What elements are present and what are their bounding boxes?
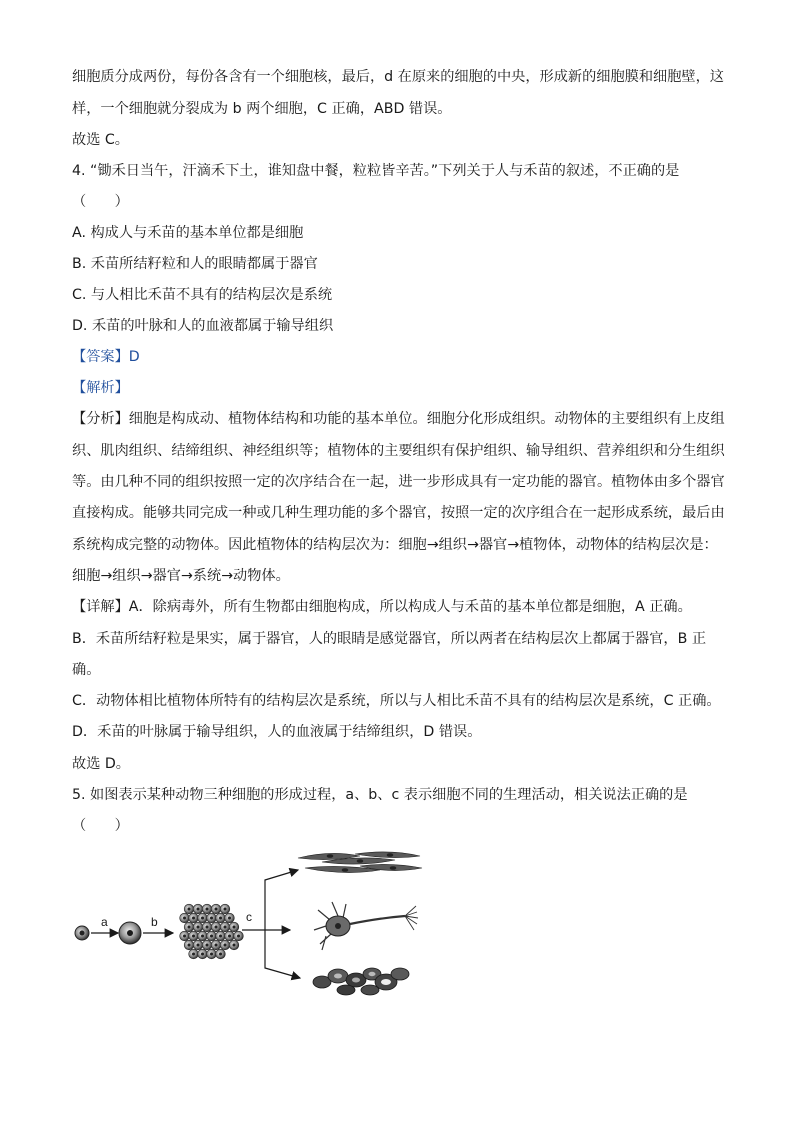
text-line-1: 细胞质分成两份，每份各含有一个细胞核，最后，d 在原来的细胞的中央，形成新的细胞膜和细胞壁，这	[72, 69, 724, 85]
cluster-cell-nucleus	[215, 926, 218, 929]
cluster-cell-nucleus	[228, 917, 231, 920]
neuron-cell	[314, 902, 418, 950]
option-c: C. 与人相比禾苗不具有的结构层次是系统	[72, 287, 333, 303]
option-d: D. 禾苗的叶脉和人的血液都属于输导组织	[72, 318, 334, 334]
analysis-line-5: 系统构成完整的动物体。因此植物体的结构层次为：细胞→组织→器官→植物体，动物体的结构层次是：	[72, 537, 718, 553]
cluster-cell-nucleus	[233, 944, 236, 947]
text-line-2: 样，一个细胞就分裂成为 b 两个细胞，C 正确，ABD 错误。	[72, 101, 452, 117]
cluster-cell-nucleus	[206, 908, 209, 911]
cluster-cell-nucleus	[201, 953, 204, 956]
cluster-cell-nucleus	[197, 908, 200, 911]
cluster-cell-nucleus	[188, 944, 191, 947]
detail-line-6: 故选 D。	[72, 756, 130, 772]
blood-cells	[313, 968, 409, 995]
cluster-cell-nucleus	[215, 944, 218, 947]
option-b: B. 禾苗所结籽粒和人的眼睛都属于器官	[72, 256, 318, 272]
cluster-cell-nucleus	[201, 935, 204, 938]
zygote-cell	[75, 926, 89, 940]
cluster-cell-nucleus	[201, 917, 204, 920]
option-a: A. 构成人与禾苗的基本单位都是细胞	[72, 225, 304, 241]
question-4-paren: （ ）	[72, 194, 129, 210]
cluster-cell-nucleus	[197, 944, 200, 947]
arrow-c-lower	[265, 930, 300, 978]
label-b: b	[151, 915, 158, 929]
question-5-stem: 5. 如图表示某种动物三种细胞的形成过程，a、b、c 表示细胞不同的生理活动，相关说法正确的是	[72, 787, 688, 803]
label-c: c	[246, 910, 252, 924]
cluster-cell-nucleus	[206, 944, 209, 947]
cluster-cell-nucleus	[192, 935, 195, 938]
detail-line-2: B．禾苗所结籽粒是果实，属于器官，人的眼睛是感觉器官，所以两者在结构层次上都属于器官，B 正	[72, 631, 707, 647]
analysis-line-2: 织、肌肉组织、结缔组织、神经组织等；植物体的主要组织有保护组织、输导组织、营养组织和分生组织	[72, 443, 725, 459]
cluster-cell-nucleus	[192, 917, 195, 920]
cluster-cell-nucleus	[210, 935, 213, 938]
cluster-cell-nucleus	[197, 926, 200, 929]
cluster-cell-nucleus	[210, 953, 213, 956]
cluster-cell-nucleus	[219, 935, 222, 938]
cluster-cell-nucleus	[228, 935, 231, 938]
cluster-cell-nucleus	[224, 944, 227, 947]
cell-cluster	[180, 904, 244, 959]
text-line-3: 故选 C。	[72, 132, 129, 148]
detail-line-4: C．动物体相比植物体所特有的结构层次是系统，所以与人相比禾苗不具有的结构层次是系统，C 正确。	[72, 693, 721, 709]
cluster-cell-nucleus	[206, 926, 209, 929]
cluster-cell-nucleus	[210, 917, 213, 920]
cluster-cell-nucleus	[183, 935, 186, 938]
question-5-paren: （ ）	[72, 818, 129, 834]
cluster-cell-nucleus	[219, 953, 222, 956]
muscle-cells	[298, 852, 422, 873]
cluster-cell-nucleus	[219, 917, 222, 920]
cell-formation-diagram	[60, 840, 440, 1000]
cluster-cell-nucleus	[224, 926, 227, 929]
analysis-line-4: 直接构成。能够共同完成一种或几种生理功能的多个器官，按照一定的次序组合在一起形成系统，最后由	[72, 505, 725, 521]
analysis-label: 【解析】	[72, 380, 129, 396]
detail-line-5: D．禾苗的叶脉属于输导组织，人的血液属于结缔组织，D 错误。	[72, 724, 482, 740]
label-a: a	[101, 915, 108, 929]
cluster-cell-nucleus	[215, 908, 218, 911]
answer-label: 【答案】D	[72, 349, 140, 365]
cluster-cell-nucleus	[192, 953, 195, 956]
analysis-line-1: 【分析】细胞是构成动、植物体结构和功能的基本单位。细胞分化形成组织。动物体的主要组织有上皮组	[72, 411, 725, 427]
grown-cell	[119, 922, 141, 944]
analysis-line-3: 等。由几种不同的组织按照一定的次序结合在一起，进一步形成具有一定功能的器官。植物体由多个器官	[72, 474, 725, 490]
analysis-line-6: 细胞→组织→器官→系统→动物体。	[72, 568, 290, 584]
cluster-cell-nucleus	[224, 908, 227, 911]
cluster-cell-nucleus	[188, 908, 191, 911]
cluster-cell-nucleus	[188, 926, 191, 929]
detail-line-3: 确。	[72, 662, 101, 678]
cluster-cell-nucleus	[183, 917, 186, 920]
cluster-cell-nucleus	[237, 935, 240, 938]
cluster-cell-nucleus	[233, 926, 236, 929]
arrow-c-upper	[265, 870, 298, 930]
detail-line-1: 【详解】A．除病毒外，所有生物都由细胞构成，所以构成人与禾苗的基本单位都是细胞，A 正确。	[72, 599, 692, 615]
question-4-stem: 4. “锄禾日当午，汗滴禾下土，谁知盘中餐，粒粒皆辛苦。”下列关于人与禾苗的叙述，不正确的是	[72, 163, 680, 179]
